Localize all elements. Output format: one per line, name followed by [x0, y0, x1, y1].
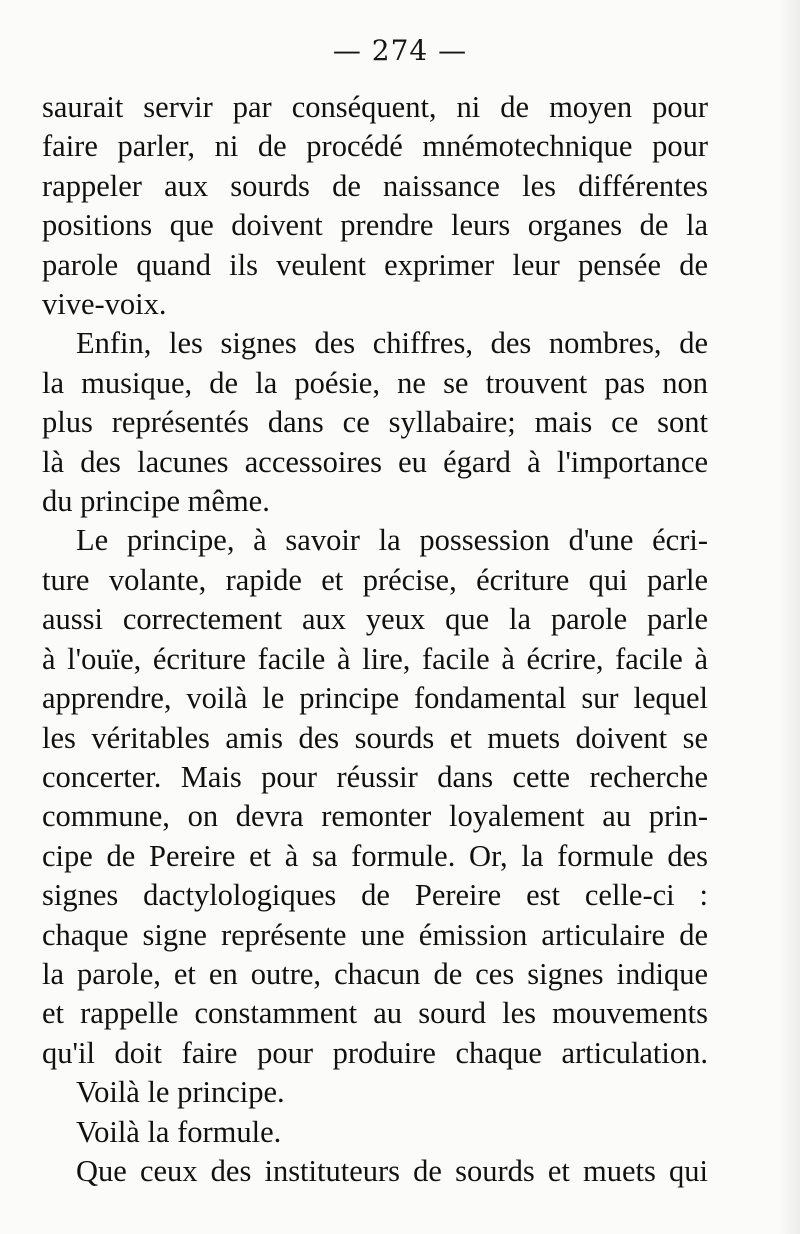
text-line: positions que doivent prendre leurs organes de la	[42, 208, 708, 243]
text-line: rappeler aux sourds de naissance les différentes	[42, 168, 708, 203]
page-edge-shadow	[778, 0, 800, 1234]
text-line: Voilà le principe.	[76, 1075, 285, 1110]
text-line: Voilà la formule.	[76, 1114, 282, 1149]
text-line: du principe même.	[42, 484, 270, 519]
text-line: cipe de Pereire et à sa formule. Or, la formule des	[42, 838, 708, 873]
text-line: aussi correctement aux yeux que la parole parle	[42, 602, 708, 637]
text-line: parole quand ils veulent exprimer leur pensée de	[42, 247, 708, 282]
text-line: signes dactylologiques de Pereire est celle-ci :	[42, 878, 708, 913]
text-line: là des lacunes accessoires eu égard à l'importance	[42, 444, 708, 479]
text-line: la musique, de la poésie, ne se trouvent pas non	[42, 365, 708, 400]
body-text	[42, 88, 708, 1191]
text-line: à l'ouïe, écriture facile à lire, facile à écrire, facile à	[42, 641, 708, 676]
text-line: Enfin, les signes des chiffres, des nombres, de	[76, 326, 708, 361]
text-line: faire parler, ni de procédé mnémotechnique pour	[42, 129, 708, 164]
text-line: et rappelle constamment au sourd les mouvements	[42, 996, 708, 1031]
text-line: chaque signe représente une émission articulaire de	[42, 917, 708, 952]
text-line: les véritables amis des sourds et muets doivent se	[42, 720, 708, 755]
text-line: ture volante, rapide et précise, écriture qui parle	[42, 562, 708, 597]
text-line: concerter. Mais pour réussir dans cette recherche	[42, 759, 708, 794]
page-number: — 274 —	[332, 34, 468, 67]
text-line: apprendre, voilà le principe fondamental sur lequel	[42, 681, 708, 716]
text-line: commune, on devra remonter loyalement au prin-	[42, 799, 708, 834]
text-line: plus représentés dans ce syllabaire; mais ce sont	[42, 405, 708, 440]
text-line: la parole, et en outre, chacun de ces signes indique	[42, 956, 708, 991]
text-line: saurait servir par conséquent, ni de moyen pour	[42, 90, 708, 124]
text-line: Que ceux des instituteurs de sourds et muets qui	[76, 1153, 708, 1188]
text-line: qu'il doit faire pour produire chaque articulation.	[42, 1035, 708, 1070]
text-line: vive-voix.	[42, 287, 167, 322]
text-line: Le principe, à savoir la possession d'une écri-	[76, 523, 708, 558]
